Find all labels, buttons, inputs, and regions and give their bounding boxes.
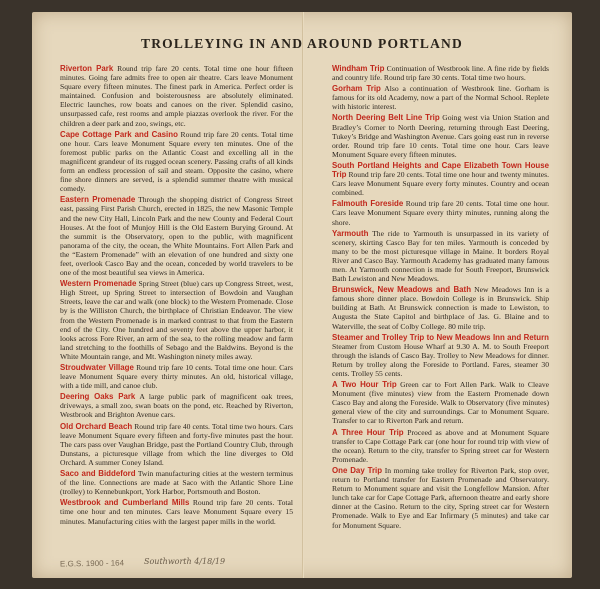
center-fold — [302, 12, 304, 578]
trip-heading: Saco and Biddeford — [60, 469, 136, 479]
trip-entry — [60, 498, 293, 525]
trip-heading: Old Orchard Beach — [60, 421, 133, 431]
right-column — [332, 64, 549, 532]
trip-entry — [332, 84, 549, 111]
trip-description: Round trip fare 20 cents. Total time one hour. Cars leave Monument Square every ten minutes. One of the foremost public parks on the Atlantic Coast and excelling all in the magnificent grandeur of its rugged ocean scenery. Passing crafts of all kinds form an endless procession of sail and steam. Opposite the casino, where fine shore dinners are served, is a splendid summer theatre with musical comedy. — [60, 129, 293, 194]
trip-heading: A Two Hour Trip — [332, 380, 397, 390]
pencil-annotation: Southworth 4/18/19 — [144, 557, 226, 566]
trip-description: Round trip fare 20 cents. Total time one hour. Cars leave Monument Square every thirty minutes, running along the shore. — [332, 199, 549, 227]
trip-entry — [332, 113, 549, 158]
trip-heading: A Three Hour Trip — [332, 427, 404, 437]
brochure-page — [32, 12, 572, 578]
trip-heading: Windham Trip — [332, 64, 385, 73]
trip-description: Steamer from Custom House Wharf at 9.30 A. M. to South Freeport through the islands of Casco Bay. Trolley to New Meadows for dinner. Return by trolley along the Foreside to Portland. Fares, steamer 30 cents. Trolley 55 cents. — [332, 341, 549, 378]
trip-description: Twin manufacturing cities at the western terminus of the line. Connections are made at Saco with the Atlantic Shore Line (trolley) to Kennebunkport, York Harbor, Portsmouth and Boston. — [60, 469, 294, 497]
trip-entry — [332, 333, 549, 378]
trip-description: Spring Street (blue) cars up Congress Street, west, High Street, up Spring Street to intersection of Bowdoin and Vaughan Streets, leave the car and walk (one block) to the Western Promenade. Close by is the Williston Church, the birthplace of Christian Endeavor. The view from the Western Promenade is in marked contrast to that from the Eastern end of the City. One hundred and seventy feet above the upper harbor, it looks across Fore River, an arm of the sea, to the rolling meadow and farm land stretching to the foothills of Sebago and the Baldwins. Beyond is the White Mountain range, and Mt. Washington ninety miles away. — [60, 279, 293, 361]
trip-heading: Western Promenade — [60, 279, 137, 289]
trip-entry — [332, 64, 549, 82]
trip-entry — [60, 392, 293, 419]
trip-heading: Stroudwater Village — [60, 363, 134, 372]
trip-entry — [60, 64, 293, 128]
trip-heading: Falmouth Foreside — [332, 199, 404, 209]
trip-heading: Riverton Park — [60, 64, 114, 73]
trip-entry — [60, 363, 293, 390]
trip-heading: Cape Cottage Park and Casino — [60, 129, 178, 139]
trip-entry — [332, 161, 549, 197]
trip-description: Going west via Union Station and Bradley’s Corner to North Deering, returning through East Deering, Tukey’s Bridge and Washington Avenue. Cars going east run in reverse order. Round trip fare 10 cents. Total time one hour. Cars leave Monument Square every fifteen minutes. — [332, 113, 550, 159]
trip-entry — [60, 195, 293, 277]
catalog-stamp: E.G.S. 1900 - 164 — [59, 558, 125, 569]
trip-description: Round trip fare 10 cents. Total time one hour. Cars leave Monument Square every thirty minutes. An old, historical village, with a tide mill, and canoe club. — [60, 363, 293, 391]
trip-entry — [60, 279, 293, 361]
trip-heading: South Portland Heights and Cape Elizabeth Town House Trip — [332, 160, 549, 180]
trip-description: Proceed as above and at Monument Square transfer to Cape Cottage Park car (one hour for round trip with view of the ocean). Return to the city, transfer to Spring street car for Western Promenade. — [332, 427, 549, 464]
trip-description: Continuation of Westbrook line. A fine ride by fields and country life. Round trip fare 30 cents. Total time two hours. — [332, 64, 549, 83]
trip-entry — [60, 469, 293, 496]
trip-description: Round trip fare 20 cents. Total time one hour and twenty minutes. Cars leave Monument Square every forty minutes. Country and ocean combined. — [332, 170, 549, 198]
trip-heading: Deering Oaks Park — [60, 392, 136, 402]
trip-entry — [60, 422, 293, 467]
trip-description: Green car to Fort Allen Park. Walk to Cleave Monument (five minutes) view from the Eastern Promenade down Casco Bay and along the Foreside. Walk to Observatory (five minutes) general view of the city and surroundings. Car to Monument Square. Transfer to car to Riverton Park and return. — [332, 380, 550, 426]
trip-heading: Brunswick, New Meadows and Bath — [332, 285, 472, 295]
left-column — [60, 64, 293, 528]
trip-heading: Gorham Trip — [332, 84, 381, 94]
trip-heading: Westbrook and Cumberland Mills — [60, 498, 190, 508]
trip-entry — [332, 380, 549, 425]
trip-entry — [332, 285, 549, 330]
trip-entry — [60, 130, 293, 194]
trip-heading: North Deering Belt Line Trip — [332, 113, 440, 123]
trip-heading: One Day Trip — [332, 465, 383, 475]
trip-description: A large public park of magnificent oak trees, driveways, a small zoo, swan boats on the pond, etc. Reached by Riverton, Westbrook and Brighton Avenue cars. — [60, 392, 293, 420]
trip-entry — [332, 199, 549, 226]
trip-entry — [332, 229, 549, 284]
trip-description: Round trip fare 40 cents. Total time two hours. Cars leave Monument Square every fifteen and forty-five minutes past the hour. The cars pass over Vaughan Bridge, past the Portland Country Club, through Dunstans, a picturesque village from which the line diverges to Old Orchard. A summer Coney Island. — [60, 421, 293, 467]
trip-description: The ride to Yarmouth is unsurpassed in its variety of scenery, skirting Casco Bay for ten miles. Yarmouth is conceded by many to be the most picturesque village in Maine. It borders Royal River and Casco Bay. Yarmouth Academy has graduated many famous men. At Yarmouth connection is made for South Freeport, Brunswick Bath Lewiston and New Meadows. — [332, 228, 549, 284]
trip-heading: Eastern Promenade — [60, 195, 136, 205]
trip-description: New Meadows Inn is a famous shore dinner place. Bowdoin College is in Brunswick. Ship building at Bath. At Brunswick connection is made to Lewiston, to Augusta the State Capitol and birthplace of Jas. G. Blaine and to Waterville, the seat of Colby College. 80 mile trip. — [332, 285, 549, 331]
trip-entry — [332, 428, 549, 464]
trip-heading: Steamer and Trolley Trip to New Meadows Inn and Return — [332, 332, 549, 342]
page-title: TROLLEYING IN AND AROUND PORTLAND — [141, 36, 463, 51]
trip-description: Also a continuation of Westbrook line. Gorham is famous for its old Academy, now a part of the Normal School. Replete with historic interest. — [332, 84, 549, 112]
trip-description: Round trip fare 20 cents. Total time one hour and ten minutes. Cars leave Monument Square every 15 minutes. Manufacturing cities with the largest paper mills in the world. — [60, 498, 293, 526]
trip-entry — [332, 466, 549, 530]
trip-description: Round trip fare 20 cents. Total time one hour fifteen minutes. Going fare admits free to open air theatre. Cars leave Monument Square every fifteen minutes. The finest park in America. Perfect order is maintained. Confusion and boisterousness are absolutely eliminated. Electric launches, row boats and canoes on the river. Splendid casino, unsurpassed cafe, rest rooms and ample piazzas overlook the river. For the children a deer park and zoo, swings, etc. — [60, 64, 293, 128]
trip-description: In morning take trolley for Riverton Park, stop over, return to Portland transfer for Eastern Promenade and Observatory. Return to Monument square and visit the Longfellow Mansion. After lunch take car for Cape Cottage Park, afternoon theatre and early shore dinner at the Casino. Return to the city, Spring street car for Western Promenade. Walk to Eye and Ear Infirmary (5 minutes) and take car for Monument Square. — [332, 465, 549, 530]
trip-description: Through the shopping district of Congress Street east, passing First Parish Church, erected in 1825, the new Masonic Temple and the new City Hall, Lincoln Park and the new County and Federal Court Houses. At the foot of Munjoy Hill is the Old Eastern Burying Ground. At the summit is the Observatory, open to the public, with magnificent panorama of the city, the ocean, the White Mountains. Fort Allen Park and the “Eastern Promenade” with an elevation of one hundred and sixty one feet, overlook Casco Bay and the ocean, conceded by world travelers to be one of the most beautiful sea views in America. — [60, 195, 294, 278]
trip-heading: Yarmouth — [332, 228, 369, 238]
